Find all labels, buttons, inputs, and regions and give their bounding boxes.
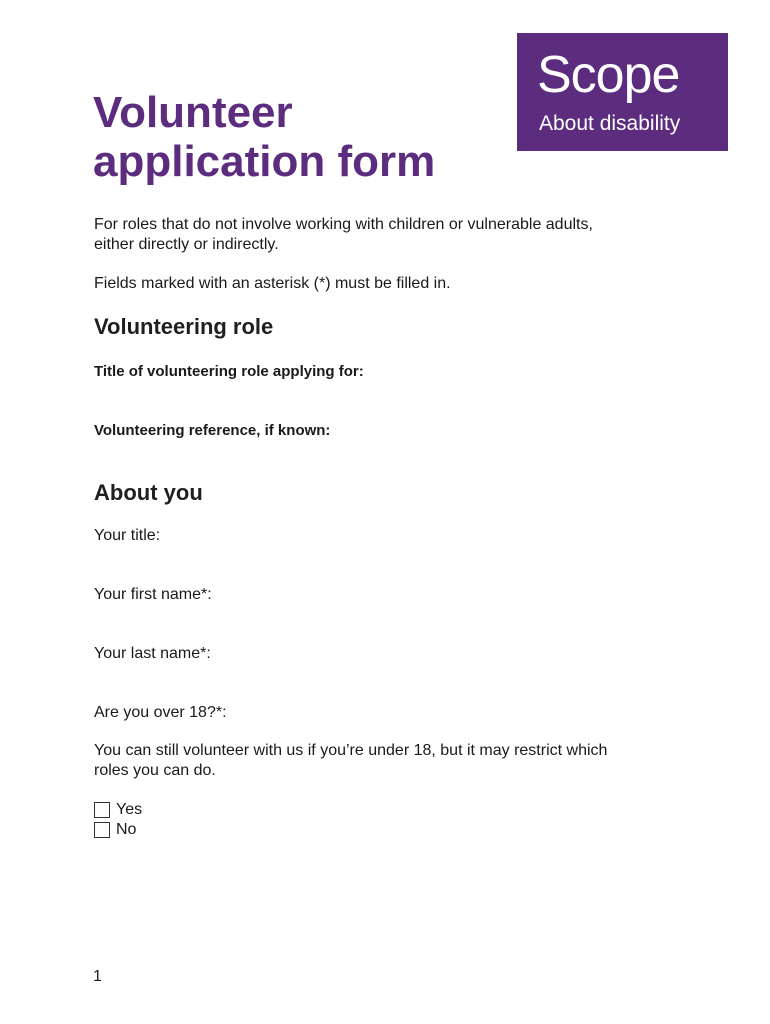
page-number: 1 — [93, 968, 102, 985]
yes-label: Yes — [116, 801, 143, 818]
intro-line-1: For roles that do not involve working with children or vulnerable adults, — [94, 216, 593, 233]
about-you-heading: About you — [94, 480, 203, 505]
first-name-label: Your first name*: — [94, 586, 212, 603]
option-no[interactable] — [94, 820, 136, 840]
over-18-label: Are you over 18?*: — [94, 704, 227, 721]
reference-label: Volunteering reference, if known: — [94, 422, 331, 439]
under-18-note — [94, 741, 607, 781]
no-checkbox[interactable] — [94, 822, 110, 838]
no-label: No — [116, 821, 137, 838]
asterisk-note: Fields marked with an asterisk (*) must be filled in. — [94, 275, 451, 292]
intro-line-2: either directly or indirectly. — [94, 236, 279, 253]
logo-wordmark: Scope — [537, 46, 680, 104]
last-name-label: Your last name*: — [94, 645, 211, 662]
logo-tagline: About disability — [539, 112, 681, 135]
role-title-label: Title of volunteering role applying for: — [94, 363, 364, 380]
under-18-note-line-2: roles you can do. — [94, 762, 216, 779]
volunteering-role-heading: Volunteering role — [94, 314, 274, 339]
intro-paragraph — [94, 215, 593, 255]
page-title-line-2: application form — [93, 137, 436, 186]
page-title-line-1: Volunteer — [93, 88, 293, 137]
title-label: Your title: — [94, 527, 161, 544]
scope-logo — [517, 33, 728, 151]
under-18-note-line-1: You can still volunteer with us if you’re under 18, but it may restrict which — [94, 742, 608, 759]
page-title — [93, 88, 503, 186]
option-yes[interactable] — [94, 800, 142, 820]
yes-checkbox[interactable] — [94, 802, 110, 818]
